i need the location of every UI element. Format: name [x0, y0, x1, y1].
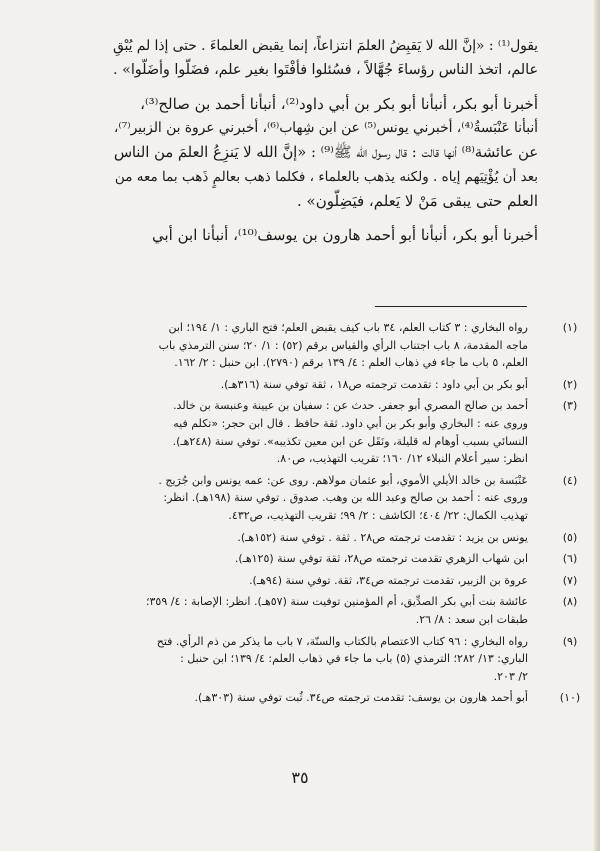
- footnote-number: (٥): [562, 530, 578, 544]
- footnote: [30, 593, 590, 628]
- footnote-line: ماجه المقدمة، ٨ باب اجتناب الرأي والقياس برقم (٥٢) : ١/ ٢٠؛ سنن الترمذي باب: [158, 338, 528, 352]
- footnote-separator: [375, 306, 527, 307]
- footnote-number: (٩): [562, 634, 578, 648]
- text-line: يقول⁽¹⁾ : «إنَّ الله لا يَقبِضُ العلمَ انتزاعاً، إنما يقبض العلماءَ . حتى إذا لم يُبْقِ: [112, 38, 538, 54]
- footnote-line: رواه البخاري : ٩٦ كتاب الاعتصام بالكتاب والسنّة، ٧ باب ما يذكر من ذم الرأي. فتح: [156, 634, 528, 648]
- footnote: [30, 319, 590, 372]
- page-spine-shadow: [594, 0, 600, 851]
- footnote-line: ابن شهاب الزهري تقدمت ترجمته ص٢٨، ثقة توفي سنة (١٢٥هـ).: [234, 552, 528, 566]
- footnote-line: أبو أحمد هارون بن يوسف: تقدمت ترجمته ص٣٤. ثُبت توفي سنة (٣٠٣هـ).: [194, 691, 528, 705]
- main-paragraph: [112, 223, 538, 247]
- text-line: عن عائشة⁽⁸⁾ أنها قالت : قال رسول الله ﷺ⁽⁹⁾ : «إنَّ الله لا يَنزِعُ العلمَ من الناس: [113, 143, 538, 161]
- footnotes: [30, 319, 590, 711]
- page-number: ٣٥: [291, 768, 309, 787]
- footnote-line: الباري: ١٣/ ٢٨٢؛ الترمذي (٥) باب ما جاء في ذهاب العلم: ٤/ ١٣٩؛ ابن حنبل :: [180, 652, 528, 666]
- main-paragraph: [112, 34, 538, 83]
- main-paragraph: [112, 92, 538, 214]
- footnote: [30, 472, 590, 525]
- footnote-line: وروى عنه : أحمد بن صالح وعبد الله بن وهب. صدوق . توفي سنة (١٩٨هـ). انظر:: [163, 491, 528, 505]
- text-line: العلم حتى يبقى مَنْ لا يَعلم، فيَضِلُّون» .: [297, 192, 538, 211]
- footnote-line: النسائي بسبب أوهام له قليلة، ونَقَل عن ابن معين تكذيبه». توفي سنة (٢٤٨هـ).: [172, 434, 528, 448]
- text-line: عالم، اتخذ الناس رؤساءَ جُهَّالاً ، فسُئلوا فأفْتَوا بغير علم، فضَلُّوا وأضَلُّوا» .: [113, 62, 538, 79]
- footnote-number: (٨): [562, 595, 578, 609]
- footnote-number: (١): [562, 321, 578, 334]
- footnote-line: عائشة بنت أبي بكر الصدِّيق، أم المؤمنين توفيت سنة (٥٧هـ). انظر: الإصابة : ٤/ ٣٥٩؛: [146, 595, 528, 609]
- footnote-number: (٤): [562, 473, 578, 487]
- footnote-line: ٢/ ٢٠٣.: [493, 669, 528, 683]
- footnote-line: يونس بن يزيد : تقدمت ترجمته ص٢٨ . ثقة . توفي سنة (١٥٢هـ).: [237, 530, 528, 544]
- text-line: أخبرنا أبو بكر، أنبأنا أبو أحمد هارون بن يوسف⁽¹⁰⁾، أنبأنا ابن أبي: [152, 225, 538, 244]
- footnote-number: (١٠): [559, 691, 581, 705]
- footnote-number: (٧): [562, 573, 578, 587]
- footnote: [30, 376, 590, 394]
- text-line: أنبأنا عَنْبَسةُ⁽⁴⁾، أخبرني يونس⁽⁵⁾ عن ابن شِهاب⁽⁶⁾، أخبرني عروة بن الزبير⁽⁷⁾،: [113, 120, 538, 137]
- footnote: [30, 633, 590, 686]
- footnote-line: أبو بكر بن أبي داود : تقدمت ترجمته ص١٨ ، ثقة توفي سنة (٣١٦هـ).: [220, 377, 528, 391]
- main-text: [112, 34, 538, 256]
- text-line: أخبرنا أبو بكر، أنبأنا أبو بكر بن أبي داود⁽²⁾، أنبأنا أحمد بن صالح⁽³⁾،: [140, 94, 538, 113]
- footnote-number: (٣): [562, 399, 578, 413]
- footnote: [30, 550, 590, 568]
- footnote-line: العلم، ٥ باب ما جاء في ذهاب العلم : ٤/ ١٣٩ برقم (٢٧٩٠). ابن حنبل : ٢/ ١٦٢.: [174, 356, 528, 370]
- footnote-line: أحمد بن صالح المصري أبو جعفر. حدث عن : سفيان بن عيينة وعنبسة بن خالد.: [173, 399, 528, 413]
- footnote-number: (٦): [562, 552, 578, 566]
- footnote-line: تهذيب الكمال: ٢٢/ ٤٠٤؛ الكاشف : ٢/ ٩٩؛ تقريب التهذيب، ص٤٣٢.: [228, 508, 528, 522]
- footnote: [30, 529, 590, 547]
- footnote-line: وروى عنه : البخاري وأبو بكر بن أبي داود. ثقة حافظ . قال ابن حجر: «تكلم فيه: [173, 416, 528, 430]
- footnote-line: عَنْبَسة بن خالد الأيلي الأموي، أبو عثمان مولاهم. روى عن: عمه يونس وابن جُرَيج .: [158, 473, 528, 487]
- footnote: [30, 689, 590, 707]
- footnote-line: رواه البخاري : ٣ كتاب العلم، ٣٤ باب كيف يقبض العلم؛ فتح الباري : ١/ ١٩٤؛ ابن: [168, 321, 528, 334]
- footnote-number: (٢): [562, 377, 578, 391]
- footnote: [30, 397, 590, 467]
- footnote-line: انظر: سير أعلام النبلاء ١٢/ ١٦٠؛ تقريب التهذيب، ص٨٠.: [276, 452, 528, 466]
- text-line: بعد أن يُؤْتِيَهم إياه . ولكنه يذهب بالعلماء ، فكلما ذهب بعالمٍ ذَهب بما معه من: [114, 169, 538, 186]
- footnote: [30, 572, 590, 590]
- footnote-line: عروة بن الزبير، تقدمت ترجمته ص٣٤، ثقة. توفي سنة (٩٤هـ).: [249, 573, 528, 587]
- footnote-line: طبقات ابن سعد : ٨/ ٢٦.: [415, 612, 528, 626]
